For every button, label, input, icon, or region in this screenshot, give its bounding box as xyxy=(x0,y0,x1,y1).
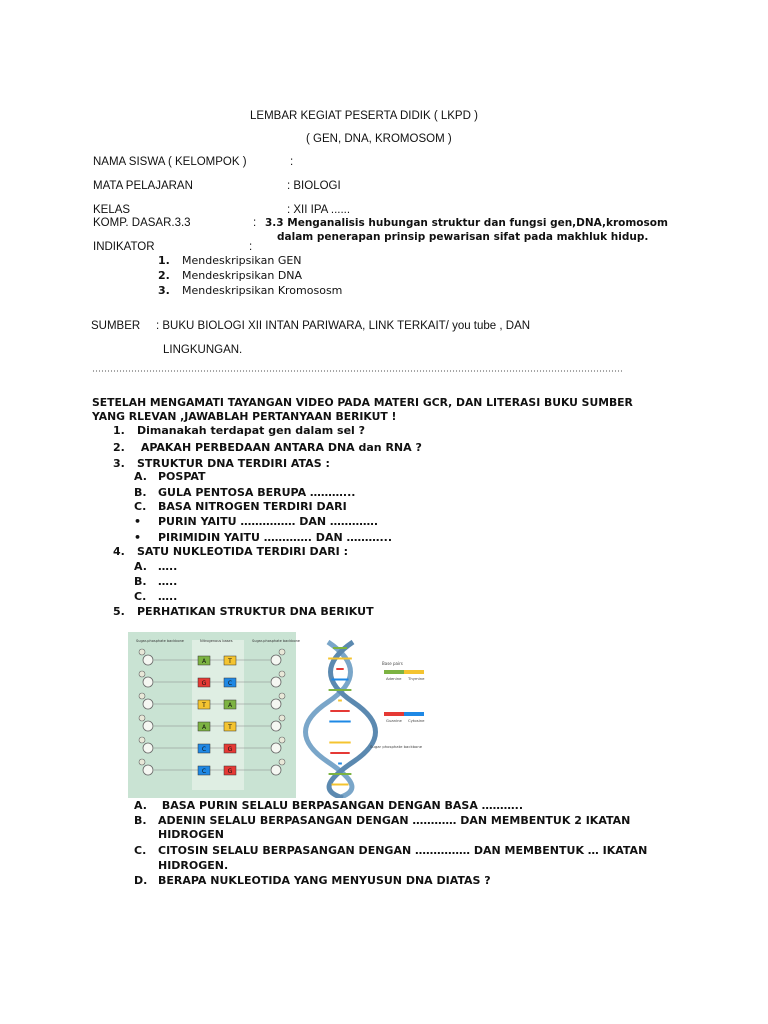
question-bullet: • PIRIMIDIN YAITU …………. DAN ………... xyxy=(134,531,393,544)
phosphate-node xyxy=(279,759,285,765)
nama-colon: : xyxy=(290,156,294,168)
phosphate-node xyxy=(279,737,285,743)
legend-thymine: Thymine xyxy=(408,676,425,681)
base-letter: T xyxy=(202,702,206,709)
phosphate-node xyxy=(139,759,145,765)
sugar-node xyxy=(143,743,153,753)
base-letter: C xyxy=(201,768,207,775)
question-item: 4. SATU NUKLEOTIDA TERDIRI DARI : xyxy=(113,545,348,558)
phosphate-node xyxy=(139,693,145,699)
backbone-label-right: Sugar-phosphate backbone xyxy=(252,639,300,643)
base-letter: A xyxy=(201,658,207,665)
subquestion-continuation: HIDROGEN. xyxy=(158,859,229,872)
subquestion-item: B. ADENIN SELALU BERPASANGAN DENGAN ………… DAN MEMBENTUK 2 IKATAN xyxy=(134,814,631,827)
question-subitem: A. ….. xyxy=(134,560,178,573)
indikator-item: 1. Mendeskripsikan GEN xyxy=(158,254,302,267)
legend-thymine-bar xyxy=(404,670,424,674)
kelas-label: KELAS xyxy=(93,204,131,216)
sugar-node xyxy=(143,721,153,731)
question-item: 3. STRUKTUR DNA TERDIRI ATAS : xyxy=(113,457,330,470)
phosphate-node xyxy=(279,693,285,699)
indikator-label: INDIKATOR xyxy=(93,241,155,253)
komp-colon: : xyxy=(253,217,257,229)
question-subitem: A. POSPAT xyxy=(134,470,206,483)
phosphate-node xyxy=(279,649,285,655)
legend-adenine: Adenine xyxy=(386,676,402,681)
sugar-node xyxy=(271,677,281,687)
indikator-item: 3. Mendeskripsikan Kromososm xyxy=(158,284,343,297)
question-item: 5. PERHATIKAN STRUKTUR DNA BERIKUT xyxy=(113,605,374,618)
question-bullet: • PURIN YAITU …………… DAN …………. xyxy=(134,515,379,528)
question-subitem: B. GULA PENTOSA BERUPA ………... xyxy=(134,486,356,499)
indikator-item: 2. Mendeskripsikan DNA xyxy=(158,269,303,282)
question-item: 2. APAKAH PERBEDAAN ANTARA DNA dan RNA ? xyxy=(113,441,422,454)
base-letter: G xyxy=(227,746,233,753)
komp-line-1: 3.3 Menganalisis hubungan struktur dan fungsi gen,DNA,kromosom xyxy=(265,217,668,229)
dna-structure-figure xyxy=(128,632,650,798)
sugar-node xyxy=(271,655,281,665)
sugar-node xyxy=(271,721,281,731)
sugar-node xyxy=(271,765,281,775)
sumber-line-1: : BUKU BIOLOGI XII INTAN PARIWARA, LINK TERKAIT/ you tube , DAN xyxy=(156,320,531,332)
base-letter: G xyxy=(201,680,207,687)
indikator-colon: : xyxy=(249,241,253,253)
subquestion-item: C. CITOSIN SELALU BERPASANGAN DENGAN …………… DAN MEMBENTUK … IKATAN xyxy=(134,844,648,857)
double-helix xyxy=(306,642,376,798)
phosphate-node xyxy=(139,649,145,655)
sugar-node xyxy=(271,743,281,753)
base-letter: A xyxy=(201,724,207,731)
base-letter: G xyxy=(227,768,233,775)
document-title: LEMBAR KEGIAT PESERTA DIDIK ( LKPD ) xyxy=(250,110,478,122)
kelas-value: : XII IPA ...... xyxy=(287,204,351,216)
sumber-label: SUMBER xyxy=(91,320,141,332)
base-letter: T xyxy=(228,658,232,665)
subquestion-item: A. BASA PURIN SELALU BERPASANGAN DENGAN BASA ……….. xyxy=(134,799,524,812)
legend-cytosine: Cytosine xyxy=(408,718,425,723)
backbone-label-left: Sugar-phosphate backbone xyxy=(136,639,184,643)
base-letter: T xyxy=(228,724,232,731)
bases-label: Nitrogenous bases xyxy=(200,639,233,643)
phosphate-node xyxy=(279,715,285,721)
mapel-label: MATA PELAJARAN xyxy=(93,180,193,192)
phosphate-node xyxy=(279,671,285,677)
subquestion-item: D. BERAPA NUKLEOTIDA YANG MENYUSUN DNA DIATAS ? xyxy=(134,874,491,887)
legend-guanine: Guanine xyxy=(386,718,402,723)
sugar-node xyxy=(143,765,153,775)
legend-base-pairs: Base pairs xyxy=(382,661,403,666)
sugar-node xyxy=(271,699,281,709)
subquestion-continuation: HIDROGEN xyxy=(158,828,224,841)
legend-cytosine-bar xyxy=(404,712,424,716)
sugar-node xyxy=(143,677,153,687)
base-letter: A xyxy=(227,702,233,709)
question-subitem: C. BASA NITROGEN TERDIRI DARI xyxy=(134,500,347,513)
komp-label: KOMP. DASAR.3.3 xyxy=(93,217,191,229)
intro-line-1: SETELAH MENGAMATI TAYANGAN VIDEO PADA MATERI GCR, DAN LITERASI BUKU SUMBER xyxy=(92,396,633,409)
question-item: 1. Dimanakah terdapat gen dalam sel ? xyxy=(113,424,366,437)
phosphate-node xyxy=(139,737,145,743)
phosphate-node xyxy=(139,671,145,677)
sugar-node xyxy=(143,655,153,665)
mapel-value: : BIOLOGI xyxy=(287,180,341,192)
base-letter: C xyxy=(201,746,207,753)
legend-backbone: Sugar phosphate backbone xyxy=(370,744,423,749)
legend-guanine-bar xyxy=(384,712,404,716)
intro-line-2: YANG RLEVAN ,JAWABLAH PERTANYAAN BERIKUT ! xyxy=(92,410,397,423)
nama-label: NAMA SISWA ( KELOMPOK ) xyxy=(93,156,247,168)
dotted-divider xyxy=(92,370,622,372)
base-letter: C xyxy=(227,680,233,687)
sugar-node xyxy=(143,699,153,709)
document-subtitle: ( GEN, DNA, KROMOSOM ) xyxy=(306,133,452,145)
komp-line-2: dalam penerapan prinsip pewarisan sifat pada makhluk hidup. xyxy=(277,231,649,243)
question-subitem: C. ….. xyxy=(134,590,178,603)
sumber-line-2: LINGKUNGAN. xyxy=(163,344,243,356)
question-subitem: B. ….. xyxy=(134,575,178,588)
legend-adenine-bar xyxy=(384,670,404,674)
phosphate-node xyxy=(139,715,145,721)
